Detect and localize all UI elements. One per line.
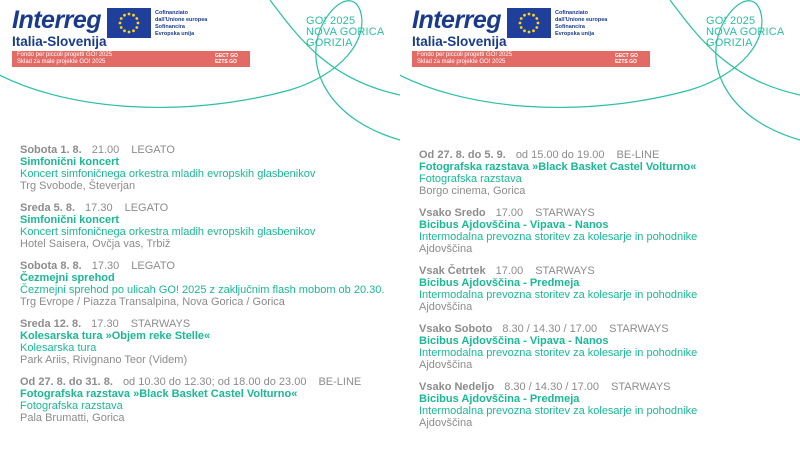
event-time: od 10.30 do 12.30; od 18.00 do 23.00 bbox=[122, 376, 307, 388]
event-header bbox=[419, 149, 789, 161]
event-description: Intermodalna prevozna storitev za kolesarje in pohodnike bbox=[419, 231, 698, 243]
event-time: 21.00 bbox=[91, 144, 120, 156]
event-program: LEGATO bbox=[131, 144, 175, 156]
event-day: Od 27. 8. do 31. 8. bbox=[20, 376, 113, 388]
event-location: Ajdovščina bbox=[419, 301, 473, 313]
event-location: Ajdovščina bbox=[419, 359, 473, 371]
event-location: Park Ariis, Rivignano Teor (Videm) bbox=[20, 354, 188, 366]
eu-cofinancing-text bbox=[555, 10, 655, 38]
event-header bbox=[20, 318, 390, 330]
event-program: LEGATO bbox=[124, 202, 169, 214]
go2025-logo bbox=[306, 16, 384, 49]
event-title: Bicibus Ajdovščina - Vipava - Nanos bbox=[419, 219, 609, 231]
event-item bbox=[20, 260, 390, 308]
event-title: Simfonični koncert bbox=[20, 156, 120, 168]
event-description: Koncert simfoničnega orkestra mladih evropskih glasbenikov bbox=[20, 226, 316, 238]
event-title: Čezmejni sprehod bbox=[20, 272, 115, 284]
event-location: Pala Brumatti, Gorica bbox=[20, 412, 125, 424]
event-description: Fotografska razstava bbox=[419, 173, 522, 185]
event-description: Koncert simfoničnega orkestra mladih evropskih glasbenikov bbox=[20, 168, 316, 180]
event-title: Simfonični koncert bbox=[20, 214, 120, 226]
event-location: Ajdovščina bbox=[419, 417, 473, 429]
event-program: BE-LINE bbox=[318, 376, 362, 388]
event-item bbox=[20, 144, 390, 192]
event-day: Vsako Soboto bbox=[419, 323, 493, 335]
event-time: od 15.00 do 19.00 bbox=[515, 149, 605, 161]
event-program: STARWAYS bbox=[130, 318, 191, 330]
gect-line: GECT GO bbox=[614, 53, 638, 59]
event-description: Intermodalna prevozna storitev za kolesarje in pohodnike bbox=[419, 405, 698, 417]
event-program: STARWAYS bbox=[611, 381, 671, 393]
gect-logo bbox=[615, 53, 638, 65]
event-day: Sobota 1. 8. bbox=[20, 144, 82, 156]
event-time: 17.00 bbox=[495, 265, 524, 277]
eu-line: Sofinancira bbox=[155, 24, 185, 30]
gect-line: EZTS GO bbox=[214, 59, 237, 65]
right-panel bbox=[400, 0, 800, 454]
go-line: GO! 2025 bbox=[706, 15, 756, 27]
event-item bbox=[20, 376, 390, 424]
go2025-logo bbox=[706, 16, 784, 49]
event-day: Sobota 8. 8. bbox=[20, 260, 82, 272]
event-location: Borgo cinema, Gorica bbox=[419, 185, 526, 197]
eu-flag-icon bbox=[107, 8, 151, 38]
event-day: Vsako Sredo bbox=[419, 207, 486, 219]
go-line: GORIZIA bbox=[306, 37, 353, 49]
event-program: BE-LINE bbox=[616, 149, 660, 161]
logo-title: Interreg bbox=[412, 6, 502, 34]
event-description: Intermodalna prevozna storitev za kolesarje in pohodnike bbox=[419, 289, 698, 301]
event-item bbox=[20, 318, 390, 366]
eu-line: Sofinancira bbox=[555, 24, 585, 30]
event-header bbox=[419, 381, 789, 393]
event-item bbox=[419, 265, 789, 313]
eu-line: Cofinanziato bbox=[555, 10, 588, 16]
fund-line: Sklad za male projekte GO! 2025 bbox=[417, 59, 506, 65]
go-line: NOVA GORICA bbox=[706, 26, 785, 38]
go-line: GORIZIA bbox=[706, 37, 753, 49]
event-description: Čezmejni sprehod po ulicah GO! 2025 z zaključnim flash mobom ob 20.30. bbox=[20, 284, 385, 296]
fund-banner bbox=[12, 51, 250, 67]
event-day: Sreda 12. 8. bbox=[20, 318, 82, 330]
eu-line: Evropska unija bbox=[555, 31, 595, 37]
event-description: Kolesarska tura bbox=[20, 342, 97, 354]
event-item bbox=[419, 207, 789, 255]
gect-logo bbox=[215, 53, 238, 65]
eu-line: dall'Unione europea bbox=[155, 17, 208, 23]
event-location: Ajdovščina bbox=[419, 243, 473, 255]
event-title: Bicibus Ajdovščina - Predmeja bbox=[419, 277, 580, 289]
event-location: Hotel Saisera, Ovčja vas, Trbiž bbox=[20, 238, 171, 250]
eu-line: Cofinanziato bbox=[155, 10, 188, 16]
event-title: Fotografska razstava »Black Basket Castel Volturno« bbox=[20, 388, 298, 400]
event-location: Trg Svobode, Števerjan bbox=[20, 180, 136, 192]
event-time: 8.30 / 14.30 / 17.00 bbox=[502, 323, 598, 335]
event-title: Bicibus Ajdovščina - Predmeja bbox=[419, 393, 580, 405]
event-header bbox=[20, 376, 390, 388]
event-location: Trg Evrope / Piazza Transalpina, Nova Gorica / Gorica bbox=[20, 296, 285, 308]
event-day: Vsak Četrtek bbox=[419, 265, 486, 277]
event-time: 8.30 / 14.30 / 17.00 bbox=[504, 381, 600, 393]
event-title: Fotografska razstava »Black Basket Castel Volturno« bbox=[419, 161, 697, 173]
event-time: 17.30 bbox=[91, 260, 120, 272]
event-program: LEGATO bbox=[131, 260, 175, 272]
event-day: Sreda 5. 8. bbox=[20, 202, 76, 214]
event-title: Kolesarska tura »Objem reke Stelle« bbox=[20, 330, 211, 342]
eu-line: Evropska unija bbox=[155, 31, 195, 37]
gect-line: EZTS GO bbox=[614, 59, 637, 65]
logo-subtitle: Italia-Slovenija bbox=[12, 34, 107, 49]
event-description: Intermodalna prevozna storitev za kolesarje in pohodnike bbox=[419, 347, 698, 359]
event-day: Vsako Nedeljo bbox=[419, 381, 495, 393]
go-line: NOVA GORICA bbox=[306, 26, 385, 38]
event-header bbox=[20, 260, 390, 272]
event-item bbox=[419, 323, 789, 371]
fund-line: Fondo per piccoli progetti GO! 2025 bbox=[17, 52, 113, 58]
fund-banner bbox=[412, 51, 650, 67]
event-title: Bicibus Ajdovščina - Vipava - Nanos bbox=[419, 335, 609, 347]
event-program: STARWAYS bbox=[535, 207, 595, 219]
event-header bbox=[419, 265, 789, 277]
event-item bbox=[419, 381, 789, 429]
event-header bbox=[419, 323, 789, 335]
event-list bbox=[419, 149, 789, 439]
go-line: GO! 2025 bbox=[306, 15, 356, 27]
event-day: Od 27. 8. do 5. 9. bbox=[419, 149, 506, 161]
event-program: STARWAYS bbox=[609, 323, 669, 335]
event-header bbox=[20, 144, 390, 156]
event-header bbox=[419, 207, 789, 219]
fund-line: Sklad za male projekte GO! 2025 bbox=[17, 59, 106, 65]
event-description: Fotografska razstava bbox=[20, 400, 123, 412]
eu-line: dall'Unione europea bbox=[555, 17, 608, 23]
event-item bbox=[20, 202, 390, 250]
fund-line: Fondo per piccoli progetti GO! 2025 bbox=[417, 52, 513, 58]
gect-line: GECT GO bbox=[214, 53, 238, 59]
event-time: 17.00 bbox=[495, 207, 524, 219]
logo-subtitle: Italia-Slovenija bbox=[412, 34, 507, 49]
logo-title: Interreg bbox=[12, 6, 102, 34]
event-item bbox=[419, 149, 789, 197]
event-list bbox=[20, 144, 390, 434]
event-time: 17.30 bbox=[91, 318, 119, 330]
eu-flag-icon bbox=[507, 8, 551, 38]
event-header bbox=[20, 202, 390, 214]
event-time: 17.30 bbox=[85, 202, 113, 214]
eu-cofinancing-text bbox=[155, 10, 255, 38]
event-program: STARWAYS bbox=[535, 265, 595, 277]
